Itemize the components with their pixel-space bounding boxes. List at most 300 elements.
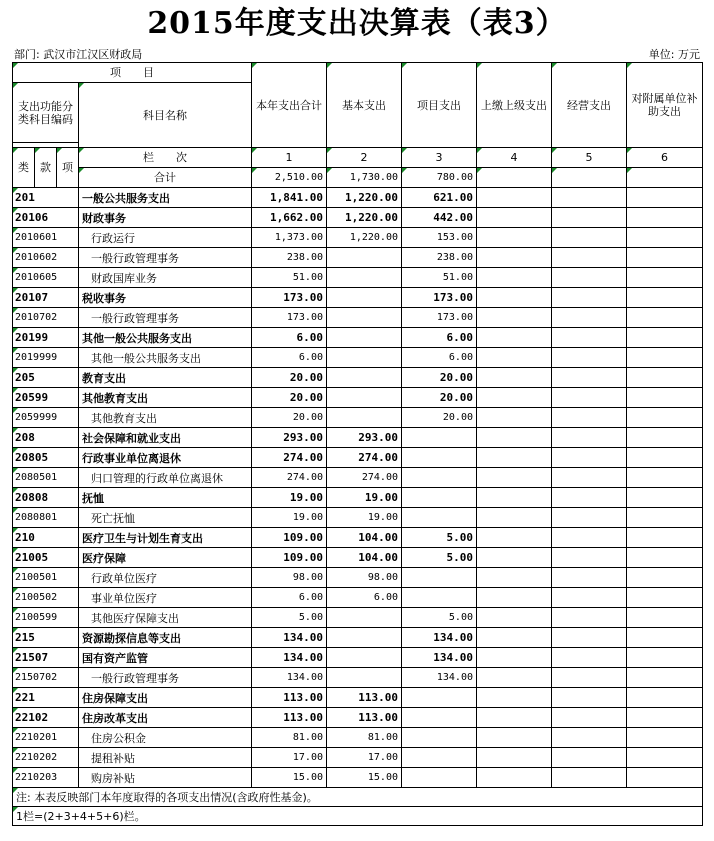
amount-cell (477, 288, 552, 308)
subject-code: 2210201 (13, 728, 79, 748)
subject-code: 2010702 (13, 308, 79, 328)
subject-code: 2010605 (13, 268, 79, 288)
table-row (13, 528, 703, 548)
table-row (13, 208, 703, 228)
subject-name: 行政运行 (79, 228, 252, 248)
amount-cell: 621.00 (402, 188, 477, 208)
table-note: 1栏=(2+3+4+5+6)栏。 (13, 807, 703, 826)
amount-cell: 274.00 (252, 448, 327, 468)
amount-cell: 113.00 (252, 688, 327, 708)
amount-cell (627, 688, 703, 708)
col-header-basic: 基本支出 (327, 63, 402, 148)
total-value (627, 168, 703, 188)
col-number: 2 (327, 148, 402, 168)
amount-cell: 6.00 (327, 588, 402, 608)
table-note: 注: 本表反映部门本年度取得的各项支出情况(含政府性基金)。 (13, 788, 703, 807)
amount-cell: 6.00 (252, 588, 327, 608)
subject-code: 208 (13, 428, 79, 448)
subject-name: 财政国库业务 (79, 268, 252, 288)
amount-cell (477, 348, 552, 368)
amount-cell: 238.00 (252, 248, 327, 268)
amount-cell (627, 348, 703, 368)
total-label: 合计 (79, 168, 252, 188)
subject-code: 205 (13, 368, 79, 388)
subject-code: 2059999 (13, 408, 79, 428)
subject-name: 购房补贴 (79, 768, 252, 788)
subject-name: 医疗卫生与计划生育支出 (79, 528, 252, 548)
amount-cell: 17.00 (327, 748, 402, 768)
amount-cell (627, 388, 703, 408)
amount-cell (627, 248, 703, 268)
amount-cell (552, 488, 627, 508)
amount-cell (477, 188, 552, 208)
amount-cell: 6.00 (402, 328, 477, 348)
xiang-header: 项 (57, 148, 79, 188)
subject-code: 2010602 (13, 248, 79, 268)
subject-name: 资源勘探信息等支出 (79, 628, 252, 648)
lei-header: 类 (13, 148, 35, 188)
amount-cell (402, 568, 477, 588)
amount-cell (327, 608, 402, 628)
subject-code: 2210202 (13, 748, 79, 768)
amount-cell (552, 348, 627, 368)
amount-cell (327, 308, 402, 328)
subject-name: 国有资产监管 (79, 648, 252, 668)
subject-code: 2080501 (13, 468, 79, 488)
table-row (13, 428, 703, 448)
amount-cell: 98.00 (327, 568, 402, 588)
amount-cell: 109.00 (252, 528, 327, 548)
amount-cell (627, 768, 703, 788)
amount-cell (627, 188, 703, 208)
amount-cell (552, 648, 627, 668)
total-value (477, 168, 552, 188)
subject-name: 税收事务 (79, 288, 252, 308)
amount-cell (327, 268, 402, 288)
subject-name: 归口管理的行政单位离退休 (79, 468, 252, 488)
amount-cell (477, 568, 552, 588)
subject-name: 医疗保障 (79, 548, 252, 568)
amount-cell (327, 668, 402, 688)
amount-cell (627, 708, 703, 728)
amount-cell (627, 748, 703, 768)
amount-cell (552, 748, 627, 768)
subject-code: 2100599 (13, 608, 79, 628)
amount-cell (627, 328, 703, 348)
amount-cell (552, 328, 627, 348)
amount-cell (477, 648, 552, 668)
amount-cell: 173.00 (252, 308, 327, 328)
subject-code: 22102 (13, 708, 79, 728)
subject-name: 事业单位医疗 (79, 588, 252, 608)
table-row (13, 608, 703, 628)
amount-cell: 274.00 (252, 468, 327, 488)
table-row (13, 368, 703, 388)
amount-cell (477, 368, 552, 388)
amount-cell (402, 728, 477, 748)
amount-cell (552, 688, 627, 708)
amount-cell (477, 488, 552, 508)
subject-code: 201 (13, 188, 79, 208)
amount-cell: 5.00 (252, 608, 327, 628)
amount-cell (552, 268, 627, 288)
amount-cell (627, 268, 703, 288)
amount-cell: 20.00 (402, 388, 477, 408)
table-row (13, 488, 703, 508)
table-row (13, 648, 703, 668)
amount-cell (477, 428, 552, 448)
amount-cell: 134.00 (252, 628, 327, 648)
amount-cell (402, 488, 477, 508)
code-header: 支出功能分类科目编码 (13, 83, 79, 143)
amount-cell: 442.00 (402, 208, 477, 228)
subject-name: 一般公共服务支出 (79, 188, 252, 208)
subject-name: 社会保障和就业支出 (79, 428, 252, 448)
subject-name: 抚恤 (79, 488, 252, 508)
amount-cell: 293.00 (252, 428, 327, 448)
amount-cell (552, 768, 627, 788)
col-header-remit: 上缴上级支出 (477, 63, 552, 148)
table-row (13, 728, 703, 748)
amount-cell (402, 768, 477, 788)
amount-cell (552, 368, 627, 388)
amount-cell: 5.00 (402, 608, 477, 628)
total-value (552, 168, 627, 188)
subject-code: 2100501 (13, 568, 79, 588)
subject-code: 2010601 (13, 228, 79, 248)
total-value: 1,730.00 (327, 168, 402, 188)
amount-cell: 81.00 (327, 728, 402, 748)
amount-cell (477, 208, 552, 228)
table-row (13, 388, 703, 408)
amount-cell (627, 608, 703, 628)
amount-cell (627, 428, 703, 448)
amount-cell: 81.00 (252, 728, 327, 748)
amount-cell (627, 308, 703, 328)
subject-name: 一般行政管理事务 (79, 308, 252, 328)
expenditure-table (12, 62, 703, 826)
amount-cell (552, 428, 627, 448)
subject-name: 行政单位医疗 (79, 568, 252, 588)
amount-cell (477, 608, 552, 628)
amount-cell (627, 668, 703, 688)
amount-cell: 238.00 (402, 248, 477, 268)
amount-cell (552, 528, 627, 548)
subject-name: 其他教育支出 (79, 388, 252, 408)
amount-cell (552, 668, 627, 688)
table-row (13, 708, 703, 728)
amount-cell: 134.00 (402, 668, 477, 688)
unit-label: 单位: 万元 (648, 48, 700, 61)
amount-cell (552, 608, 627, 628)
amount-cell (627, 728, 703, 748)
amount-cell (552, 448, 627, 468)
col-number: 3 (402, 148, 477, 168)
table-row (13, 448, 703, 468)
subject-name: 提租补贴 (79, 748, 252, 768)
amount-cell (627, 408, 703, 428)
amount-cell (327, 388, 402, 408)
table-row (13, 688, 703, 708)
amount-cell: 134.00 (402, 648, 477, 668)
col-header-total: 本年支出合计 (252, 63, 327, 148)
amount-cell: 5.00 (402, 548, 477, 568)
amount-cell (552, 468, 627, 488)
amount-cell (627, 648, 703, 668)
table-row (13, 468, 703, 488)
amount-cell (477, 228, 552, 248)
kuan-header: 款 (35, 148, 57, 188)
amount-cell: 15.00 (327, 768, 402, 788)
amount-cell: 20.00 (402, 368, 477, 388)
amount-cell (477, 328, 552, 348)
amount-cell: 20.00 (252, 408, 327, 428)
amount-cell (327, 328, 402, 348)
amount-cell: 6.00 (252, 348, 327, 368)
amount-cell: 293.00 (327, 428, 402, 448)
col-number: 6 (627, 148, 703, 168)
subject-code: 20199 (13, 328, 79, 348)
amount-cell: 51.00 (252, 268, 327, 288)
amount-cell: 6.00 (402, 348, 477, 368)
amount-cell (477, 508, 552, 528)
subject-code: 20805 (13, 448, 79, 468)
amount-cell: 1,220.00 (327, 188, 402, 208)
amount-cell (552, 548, 627, 568)
subject-code: 2080801 (13, 508, 79, 528)
amount-cell (552, 568, 627, 588)
amount-cell: 19.00 (252, 488, 327, 508)
amount-cell (477, 728, 552, 748)
amount-cell: 20.00 (252, 388, 327, 408)
amount-cell: 1,662.00 (252, 208, 327, 228)
table-row (13, 348, 703, 368)
total-value: 2,510.00 (252, 168, 327, 188)
amount-cell (627, 228, 703, 248)
table-row (13, 248, 703, 268)
amount-cell: 173.00 (402, 288, 477, 308)
subject-code: 20106 (13, 208, 79, 228)
amount-cell: 98.00 (252, 568, 327, 588)
table-row (13, 568, 703, 588)
amount-cell: 1,373.00 (252, 228, 327, 248)
amount-cell (627, 588, 703, 608)
amount-cell: 274.00 (327, 448, 402, 468)
amount-cell (327, 648, 402, 668)
amount-cell (327, 288, 402, 308)
amount-cell (477, 248, 552, 268)
subject-code: 2150702 (13, 668, 79, 688)
table-row (13, 668, 703, 688)
amount-cell (327, 368, 402, 388)
amount-cell (552, 208, 627, 228)
amount-cell (627, 628, 703, 648)
subject-code: 2210203 (13, 768, 79, 788)
subject-code: 21005 (13, 548, 79, 568)
subject-name: 其他教育支出 (79, 408, 252, 428)
amount-cell (402, 508, 477, 528)
amount-cell (552, 188, 627, 208)
table-row (13, 588, 703, 608)
amount-cell (627, 368, 703, 388)
subject-code: 210 (13, 528, 79, 548)
amount-cell: 15.00 (252, 768, 327, 788)
amount-cell: 5.00 (402, 528, 477, 548)
amount-cell: 1,841.00 (252, 188, 327, 208)
total-value: 780.00 (402, 168, 477, 188)
amount-cell (552, 588, 627, 608)
amount-cell: 109.00 (252, 548, 327, 568)
amount-cell (627, 528, 703, 548)
amount-cell (627, 208, 703, 228)
amount-cell: 20.00 (402, 408, 477, 428)
subject-name: 教育支出 (79, 368, 252, 388)
amount-cell (402, 588, 477, 608)
amount-cell (552, 388, 627, 408)
subject-code: 20599 (13, 388, 79, 408)
subject-code: 20808 (13, 488, 79, 508)
subject-name: 住房改革支出 (79, 708, 252, 728)
table-row (13, 548, 703, 568)
amount-cell: 113.00 (252, 708, 327, 728)
table-row (13, 408, 703, 428)
amount-cell (627, 568, 703, 588)
col-header-operating: 经营支出 (552, 63, 627, 148)
subject-name: 财政事务 (79, 208, 252, 228)
amount-cell (627, 508, 703, 528)
subject-name: 行政事业单位离退休 (79, 448, 252, 468)
col-header-project: 项目支出 (402, 63, 477, 148)
amount-cell: 20.00 (252, 368, 327, 388)
name-header: 科目名称 (79, 83, 252, 148)
amount-cell: 104.00 (327, 548, 402, 568)
subject-code: 2100502 (13, 588, 79, 608)
table-row (13, 228, 703, 248)
amount-cell: 173.00 (252, 288, 327, 308)
amount-cell (552, 628, 627, 648)
amount-cell: 51.00 (402, 268, 477, 288)
amount-cell (477, 528, 552, 548)
table-row (13, 268, 703, 288)
lanci-header: 栏 次 (79, 148, 252, 168)
amount-cell (552, 248, 627, 268)
amount-cell (552, 728, 627, 748)
department-label: 部门: 武汉市江汉区财政局 (14, 48, 143, 61)
subject-code: 221 (13, 688, 79, 708)
subject-code: 20107 (13, 288, 79, 308)
subject-name: 其他一般公共服务支出 (79, 328, 252, 348)
amount-cell (477, 628, 552, 648)
amount-cell (552, 508, 627, 528)
amount-cell (402, 688, 477, 708)
amount-cell (627, 548, 703, 568)
subject-name: 住房公积金 (79, 728, 252, 748)
col-header-subsidy: 对附属单位补助支出 (627, 63, 703, 148)
amount-cell: 19.00 (252, 508, 327, 528)
amount-cell (327, 408, 402, 428)
col-number: 1 (252, 148, 327, 168)
amount-cell: 17.00 (252, 748, 327, 768)
amount-cell (552, 708, 627, 728)
subject-name: 住房保障支出 (79, 688, 252, 708)
amount-cell (627, 288, 703, 308)
amount-cell (477, 588, 552, 608)
amount-cell (477, 708, 552, 728)
subject-name: 其他一般公共服务支出 (79, 348, 252, 368)
amount-cell (477, 308, 552, 328)
project-header: 项 目 (13, 63, 252, 83)
amount-cell (627, 448, 703, 468)
amount-cell: 134.00 (252, 648, 327, 668)
table-row (13, 508, 703, 528)
amount-cell (477, 768, 552, 788)
subject-code: 21507 (13, 648, 79, 668)
subject-name: 其他医疗保障支出 (79, 608, 252, 628)
table-row (13, 768, 703, 788)
amount-cell (402, 748, 477, 768)
amount-cell (477, 268, 552, 288)
table-row (13, 288, 703, 308)
amount-cell: 113.00 (327, 708, 402, 728)
amount-cell: 113.00 (327, 688, 402, 708)
amount-cell (477, 388, 552, 408)
subject-code: 2019999 (13, 348, 79, 368)
amount-cell (552, 288, 627, 308)
amount-cell: 1,220.00 (327, 208, 402, 228)
amount-cell: 274.00 (327, 468, 402, 488)
amount-cell: 173.00 (402, 308, 477, 328)
amount-cell (402, 468, 477, 488)
table-row (13, 328, 703, 348)
amount-cell (402, 448, 477, 468)
amount-cell: 6.00 (252, 328, 327, 348)
table-row (13, 188, 703, 208)
amount-cell (327, 348, 402, 368)
amount-cell: 19.00 (327, 508, 402, 528)
amount-cell (477, 748, 552, 768)
amount-cell (477, 688, 552, 708)
col-number: 5 (552, 148, 627, 168)
subject-name: 一般行政管理事务 (79, 248, 252, 268)
subject-code: 215 (13, 628, 79, 648)
amount-cell (477, 548, 552, 568)
table-row (13, 628, 703, 648)
amount-cell: 1,220.00 (327, 228, 402, 248)
amount-cell (552, 408, 627, 428)
col-number: 4 (477, 148, 552, 168)
amount-cell (477, 668, 552, 688)
subject-name: 一般行政管理事务 (79, 668, 252, 688)
amount-cell (327, 628, 402, 648)
amount-cell (327, 248, 402, 268)
subject-name: 死亡抚恤 (79, 508, 252, 528)
amount-cell (552, 228, 627, 248)
amount-cell (477, 448, 552, 468)
amount-cell (402, 428, 477, 448)
amount-cell (552, 308, 627, 328)
table-row (13, 308, 703, 328)
amount-cell (477, 468, 552, 488)
amount-cell (627, 468, 703, 488)
amount-cell (627, 488, 703, 508)
amount-cell: 134.00 (252, 668, 327, 688)
amount-cell: 19.00 (327, 488, 402, 508)
amount-cell: 134.00 (402, 628, 477, 648)
table-row (13, 748, 703, 768)
amount-cell (402, 708, 477, 728)
amount-cell: 153.00 (402, 228, 477, 248)
amount-cell: 104.00 (327, 528, 402, 548)
